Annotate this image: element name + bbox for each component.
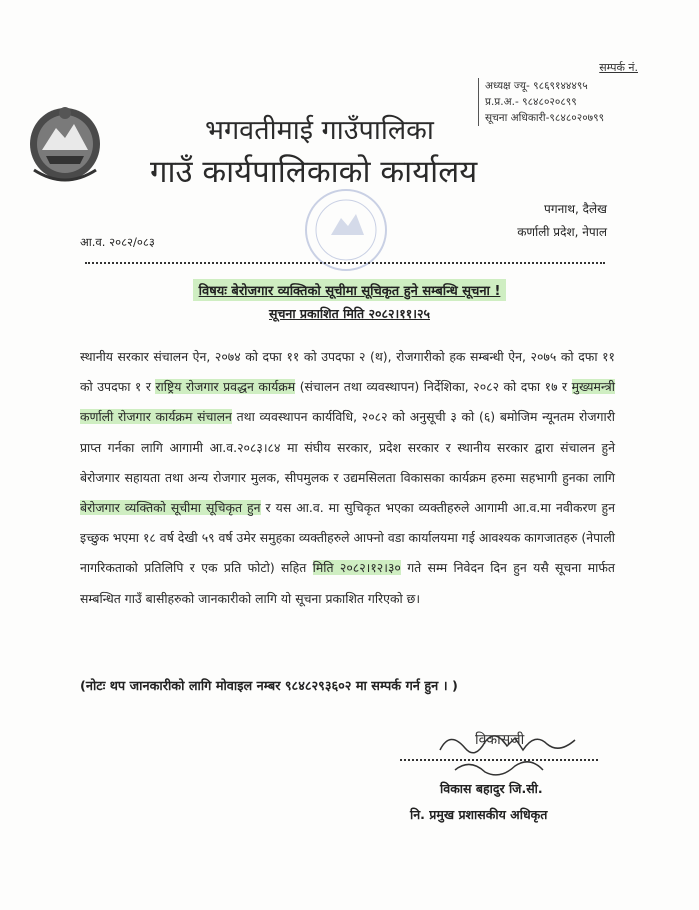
contact-list [478,78,638,126]
contact-block [478,60,638,126]
government-emblem-icon [26,100,104,184]
fiscal-year: आ.व. २०८२/०८३ [80,235,155,249]
body-text-3: तथा व्यवस्थापन कार्यविधि, २०८२ को अनुसूची ३ को (६) बमोजिम न्यूनतम रोजगारी प्राप्त गर्नका लागि आगामी आ.व.२०८३।८४ मा संघीय सरकार, प्रदेश सरकार र स्थानीय सरकार द्वारा संचालन हुने बेरोजगार सहायता तथा अन्य रोजगार मुलक, सीपमुलक र उद्यमसिलता विकासका कार्यक्रम हरुमा सहभागी हुनका लागि [80,409,615,485]
signature-text: विकासजी [475,732,525,748]
signatory-name: विकास बहादुर जि.सी. [440,781,543,796]
body-text-4: र यस आ.व. मा सुचिकृत भएका व्यक्तीहरुले आगामी आ.व.मा नवीकरण हुन इच्छुक भएमा १८ वर्ष देखी ५९ वर्ष उमेर समुहका व्यक्तीहरुले आफ्नो वडा कार्यालयमा गई आवश्यक कागजातहरु (नेपाली नागरिकताको प्रतिलिपि र एक प्रति फोटो) सहित [80,500,615,576]
contact-row: प्र.प्र.अ.- ९८४८०२०८९९ [485,96,577,108]
signatory-title: नि. प्रमुख प्रशासकीय अधिकृत [410,807,548,822]
contact-row: सूचना अधिकारी-९८४८०२०७९९ [485,112,605,124]
notice-body [80,342,615,614]
highlight-program-2: मुख्यमन्त्री कर्णाली रोजगार कार्यक्रम संचालन [80,379,615,425]
body-text-5: गते सम्म निवेदन दिन हुन यसै सूचना मार्फत सम्बन्धित गाउँ बासीहरुको जानकारीको लागि यो सूचना प्रकाशित गरिएको छ। [80,560,615,606]
published-date: सूचना प्रकाशित मिति २०८२।११।२५ [269,306,430,321]
office-name: भगवतीमाई गाउँपालिका [205,115,434,146]
separator-line [85,262,605,264]
highlight-deadline: मिति २०८२।१२।३० [312,560,401,576]
body-text-1: स्थानीय सरकार संचालन ऐन, २०७४ को दफा ११ को उपदफा २ (थ), रोजगारीको हक सम्बन्धी ऐन, २०७५ को दफा ११ को उपदफा १ र [80,349,615,395]
contact-note: (नोटः थप जानकारीको लागि मोवाइल नम्बर ९८४८२९३६०२ मा सम्पर्क गर्न हुन । ) [80,679,458,694]
highlight-program-1: राष्ट्रिय रोजगार प्रवद्धन कार्यक्रम [155,379,296,395]
address-line-1: पगनाथ, दैलेख [544,202,607,216]
subject-container [0,279,699,301]
contact-title: सम्पर्क नं. [599,61,638,74]
highlight-register: बेरोजगार व्यक्तिको सूचीमा सूचिकृत हुन [80,500,261,516]
body-text-2: (संचालन तथा व्यवस्थापन) निर्देशिका, २०८२ को दफा १७ र [295,379,572,395]
contact-row: अध्यक्ष ज्यू- ९८६९१४४४९५ [485,80,588,92]
signature-line [400,759,598,761]
office-stamp-icon [296,180,396,280]
address-line-2: कर्णाली प्रदेश, नेपाल [517,225,607,239]
subject-heading: विषयः बेरोजगार व्यक्तिको सूचीमा सूचिकृत हुने सम्बन्धि सूचना ! [193,279,507,301]
office-title: गाउँ कार्यपालिकाको कार्यालय [150,154,478,190]
